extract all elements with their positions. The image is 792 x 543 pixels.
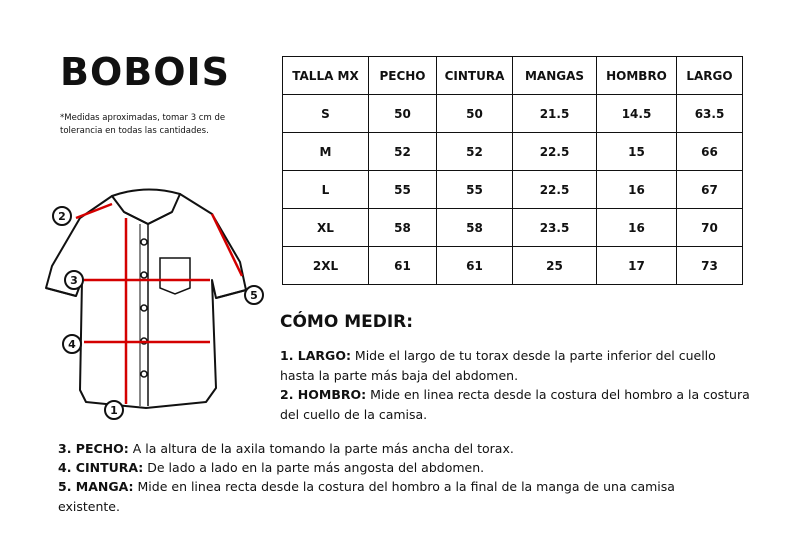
- table-row: [283, 247, 743, 285]
- table-cell: S: [283, 95, 369, 133]
- table-cell: 73: [677, 247, 743, 285]
- instruction-cintura: [58, 458, 758, 478]
- table-row: [283, 133, 743, 171]
- table-row: [283, 171, 743, 209]
- table-cell: 15: [597, 133, 677, 171]
- col-header: LARGO: [677, 57, 743, 95]
- table-cell: 50: [437, 95, 513, 133]
- table-row: [283, 95, 743, 133]
- table-cell: 52: [437, 133, 513, 171]
- marker-2: 2: [58, 210, 66, 223]
- table-cell: 61: [369, 247, 437, 285]
- instruction-label: 2. HOMBRO:: [280, 387, 367, 402]
- table-cell: 58: [437, 209, 513, 247]
- size-table: [282, 56, 743, 285]
- col-header: PECHO: [369, 57, 437, 95]
- table-cell: 55: [369, 171, 437, 209]
- table-cell: 61: [437, 247, 513, 285]
- instruction-text: Mide en linea recta desde la costura del hombro a la costura del cuello de la camisa.: [280, 387, 750, 422]
- instruction-text: A la altura de la axila tomando la parte más ancha del torax.: [128, 441, 514, 456]
- instruction-largo: [280, 346, 750, 385]
- marker-4: 4: [68, 338, 76, 351]
- table-cell: 63.5: [677, 95, 743, 133]
- instruction-label: 1. LARGO:: [280, 348, 351, 363]
- table-cell: 16: [597, 209, 677, 247]
- instruction-text: Mide en linea recta desde la costura del hombro a la final de la manga de una camisa existente.: [58, 479, 675, 514]
- instruction-label: 3. PECHO:: [58, 441, 129, 456]
- instruction-label: 4. CINTURA:: [58, 460, 144, 475]
- table-cell: 21.5: [513, 95, 597, 133]
- col-header: MANGAS: [513, 57, 597, 95]
- col-header: CINTURA: [437, 57, 513, 95]
- shirt-icon: [40, 180, 270, 425]
- table-cell: XL: [283, 209, 369, 247]
- table-cell: 52: [369, 133, 437, 171]
- marker-5: 5: [250, 289, 258, 302]
- brand-title: BOBOIS: [60, 50, 231, 94]
- table-cell: 55: [437, 171, 513, 209]
- table-cell: M: [283, 133, 369, 171]
- instruction-label: 5. MANGA:: [58, 479, 134, 494]
- table-cell: L: [283, 171, 369, 209]
- instruction-text: De lado a lado en la parte más angosta del abdomen.: [143, 460, 485, 475]
- how-to-measure-title: CÓMO MEDIR:: [280, 312, 414, 332]
- marker-3: 3: [70, 274, 78, 287]
- col-header: TALLA MX: [283, 57, 369, 95]
- instruction-hombro: [280, 385, 750, 424]
- instruction-manga: [58, 477, 738, 516]
- instruction-text: Mide el largo de tu torax desde la parte inferior del cuello hasta la parte más baja del abdomen.: [280, 348, 716, 383]
- table-cell: 22.5: [513, 171, 597, 209]
- table-cell: 22.5: [513, 133, 597, 171]
- table-cell: 23.5: [513, 209, 597, 247]
- table-header-row: [283, 57, 743, 95]
- measurement-note: *Medidas aproximadas, tomar 3 cm de tolerancia en todas las cantidades.: [60, 113, 226, 136]
- table-cell: 17: [597, 247, 677, 285]
- table-cell: 14.5: [597, 95, 677, 133]
- table-cell: 16: [597, 171, 677, 209]
- table-cell: 58: [369, 209, 437, 247]
- table-cell: 2XL: [283, 247, 369, 285]
- instruction-pecho: [58, 439, 758, 459]
- marker-1: 1: [110, 404, 118, 417]
- table-cell: 66: [677, 133, 743, 171]
- table-cell: 25: [513, 247, 597, 285]
- table-cell: 67: [677, 171, 743, 209]
- table-cell: 50: [369, 95, 437, 133]
- table-cell: 70: [677, 209, 743, 247]
- table-row: [283, 209, 743, 247]
- col-header: HOMBRO: [597, 57, 677, 95]
